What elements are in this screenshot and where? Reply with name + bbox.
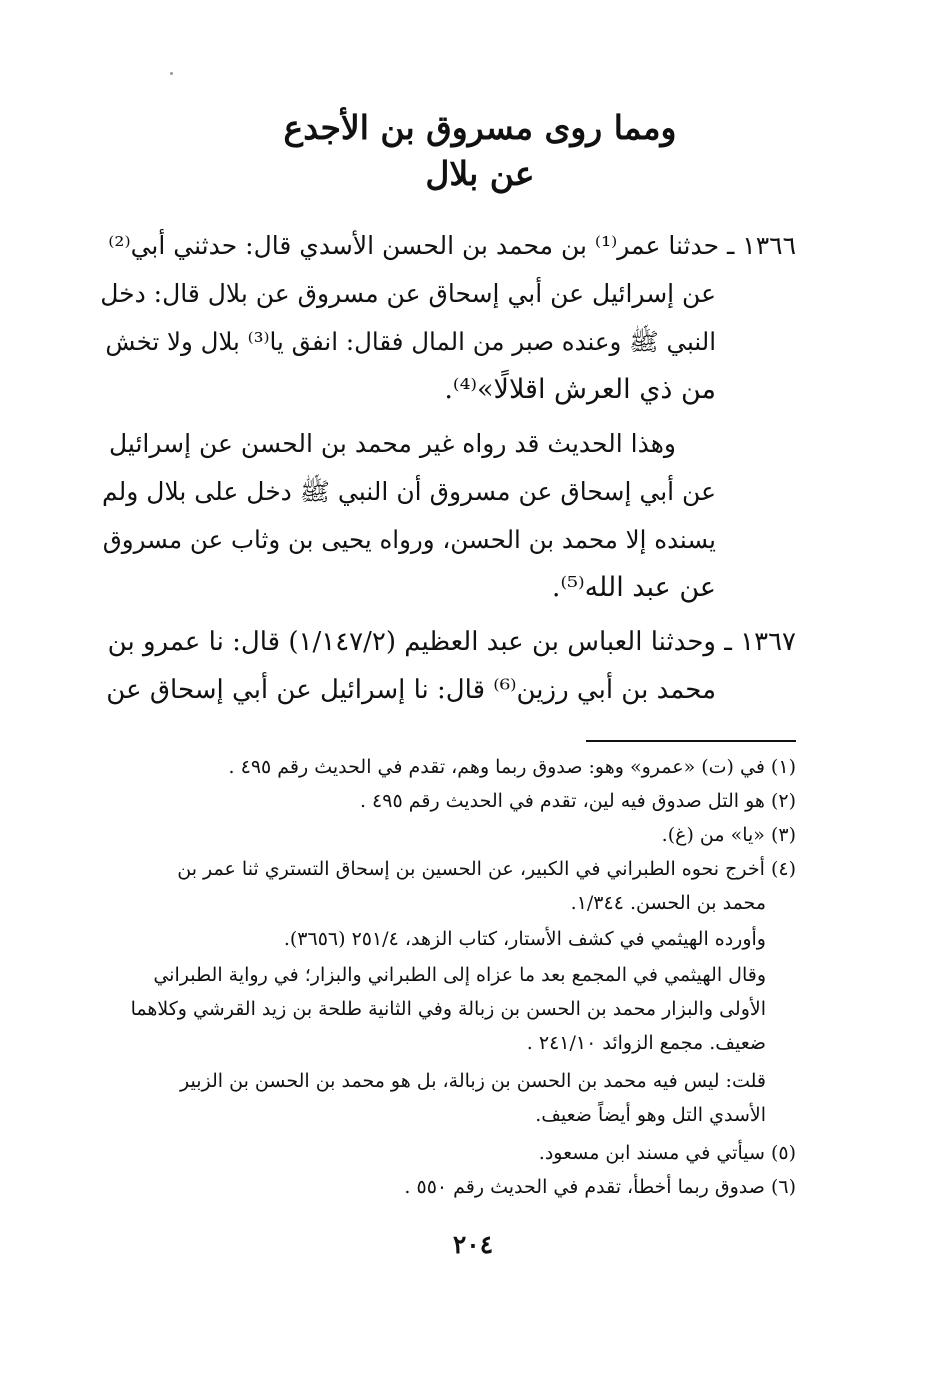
footnote-5: (٥) سيأتي في مسند ابن مسعود. (538, 1142, 796, 1164)
hadith-1366-line-1: ١٣٦٦ ـ حدثنا عمر⁽¹⁾ بن محمد بن الحسن الأسدي قال: حدثني أبي⁽²⁾ (108, 231, 796, 260)
footnote-4-line-7: قلت: ليس فيه محمد بن الحسن بن زبالة، بل هو محمد بن الحسن بن الزبير (180, 1070, 766, 1092)
footnote-4-line-2: محمد بن الحسن. ١/٣٤٤. (570, 892, 766, 914)
hadith-1366-line-2: عن إسرائيل عن أبي إسحاق عن مسروق عن بلال قال: دخل (100, 279, 716, 308)
hadith-1366-line-3: النبي ﷺ وعنده صبر من المال فقال: انفق يا⁽³⁾ بلال ولا تخش (105, 327, 716, 356)
footnote-4-line-5: الأولى والبزار محمد بن الحسن بن زبالة وفي الثانية طلحة بن زيد القرشي وكلاهما (130, 998, 766, 1020)
footnote-4-line-3: وأورده الهيثمي في كشف الأستار، كتاب الزهد، ٢٥١/٤ (٣٦٥٦). (283, 928, 766, 950)
section-subtitle: عن بلال (425, 154, 535, 193)
scan-speck (170, 72, 173, 75)
hadith-1367-line-2: محمد بن أبي رزين⁽⁶⁾ قال: نا إسرائيل عن أبي إسحاق عن (106, 675, 716, 705)
footnote-separator (586, 740, 796, 742)
commentary-line-3: يسنده إلا محمد بن الحسن، ورواه يحيى بن وثاب عن مسروق (102, 525, 716, 554)
footnote-2: (٢) هو التل صدوق فيه لين، تقدم في الحديث رقم ٤٩٥ . (359, 790, 796, 812)
footnote-4-line-4: وقال الهيثمي في المجمع بعد ما عزاه إلى الطبراني والبزار؛ في رواية الطبراني (153, 964, 766, 986)
page-number: ٢٠٤ (452, 1230, 494, 1259)
hadith-1366-line-4: من ذي العرش اقلالًا»⁽⁴⁾. (444, 374, 716, 405)
hadith-1367-line-1: ١٣٦٧ ـ وحدثنا العباس بن عبد العظيم (١/١٤٧/٢) قال: نا عمرو بن (107, 627, 796, 657)
commentary-line-1: وهذا الحديث قد رواه غير محمد بن الحسن عن إسرائيل (109, 429, 676, 458)
footnote-1: (١) في (ت) «عمرو» وهو: صدوق ربما وهم، تقدم في الحديث رقم ٤٩٥ . (228, 756, 796, 778)
section-title: ومما روى مسروق بن الأجدع (283, 108, 677, 147)
commentary-line-2: عن أبي إسحاق عن مسروق أن النبي ﷺ دخل على بلال ولم (102, 477, 716, 506)
footnote-6: (٦) صدوق ربما أخطأ، تقدم في الحديث رقم ٥٥٠ . (404, 1176, 796, 1198)
footnote-4-line-8: الأسدي التل وهو أيضاً ضعيف. (535, 1104, 766, 1126)
footnote-4-line-1: (٤) أخرج نحوه الطبراني في الكبير، عن الحسين بن إسحاق التستري ثنا عمر بن (177, 858, 796, 880)
footnote-4-line-6: ضعيف. مجمع الزوائد ٢٤١/١٠ . (526, 1032, 766, 1054)
footnote-3: (٣) «يا» من (غ). (661, 824, 796, 846)
commentary-line-4: عن عبد الله⁽⁵⁾. (551, 572, 716, 603)
